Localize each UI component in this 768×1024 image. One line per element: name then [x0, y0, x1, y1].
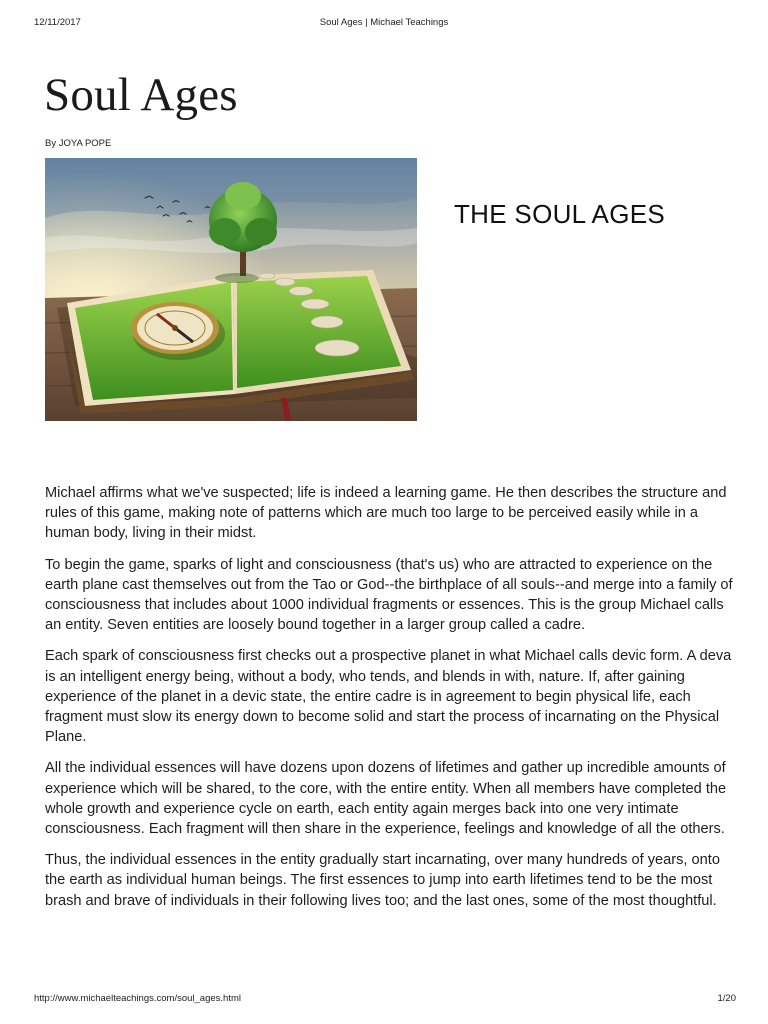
- paragraph: Michael affirms what we've suspected; life is indeed a learning game. He then describes the structure and rules of this game, making note of patterns which are much too large to be perceived easily while in a human body, living in their midst.: [45, 485, 727, 542]
- print-date: 12/11/2017: [34, 17, 81, 28]
- paragraph: Each spark of consciousness first checks out a prospective planet in what Michael calls devic form. A deva is an intelligent energy being, without a body, who tends, and blends in with, nature. If, after gaining experience of the planet in a devic state, the entire cadre is in agreement to begin physical life, each fragment must slow its energy down to become solid and start the process of incarnating on the Physical Plane.: [45, 648, 732, 746]
- article-title: Soul Ages: [44, 69, 238, 121]
- hero-image-book-tree-compass: [45, 158, 417, 421]
- article-body: [45, 483, 735, 922]
- print-header: [34, 17, 734, 31]
- print-page-number: 1/20: [717, 993, 736, 1004]
- paragraph: All the individual essences will have dozens upon dozens of lifetimes and gather up incredible amounts of experience which will be shared, to the core, with the entire entity. When all members have completed the whole growth and experience cycle on earth, each entity again merges back into one very intimate consciousness. Each fragment will then share in the experience, feelings and knowledge of all the others.: [45, 760, 727, 838]
- section-heading: THE SOUL AGES: [454, 199, 665, 229]
- paragraph: Thus, the individual essences in the entity gradually start incarnating, over many hundreds of years, onto the earth as individual human beings. The first essences to jump into earth lifetimes tend to be the most brash and brave of individuals in their following lives too; and the last ones, some of the most thoughtful.: [45, 852, 720, 909]
- paragraph: To begin the game, sparks of light and consciousness (that's us) who are attracted to experience on the earth plane cast themselves out from the Tao or God--the birthplace of all souls--and merge into a family of consciousness that includes about 1000 individual fragments or essences. This is the group Michael calls an entity. Seven entities are loosely bound together in a larger group called a cadre.: [45, 556, 733, 634]
- print-footer: [34, 993, 736, 1007]
- print-url: http://www.michaelteachings.com/soul_ages.html: [34, 993, 241, 1004]
- print-page-title: Soul Ages | Michael Teachings: [319, 17, 449, 28]
- article-byline: By JOYA POPE: [45, 138, 112, 149]
